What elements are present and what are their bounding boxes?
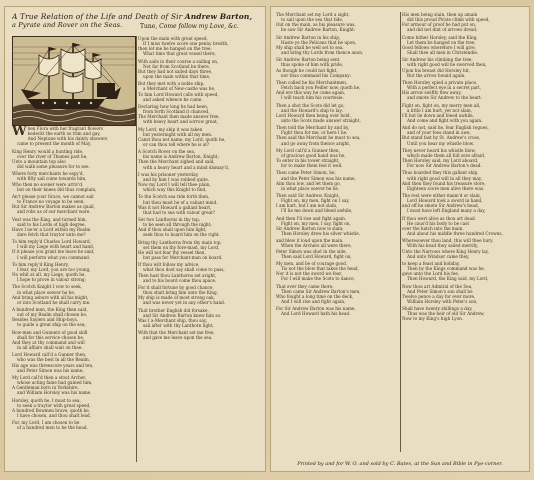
verse-line: which made them all full sore afraid, [407,152,486,158]
verse-line: to keep a feast and holiday. [402,260,460,266]
verse-line: Shall have twenty shillings a day, [402,306,473,312]
verse-line: and to his board come thou apace. [143,277,217,283]
verse-line: What time that great vessel there, [143,51,216,57]
verse-line: to be seen all through the night; [143,222,212,228]
verse-line: Then Horsley spied a private place, [402,79,478,85]
verse-line: with right good will in all they may, [407,175,483,181]
verse-line: and of your foes stand in awe, [407,130,471,136]
verse-line: over the river of Thames past he, [17,153,88,159]
verse-line: For, my Lord, I am chosen to be [12,420,80,426]
verse-line: Sir Andrew Barton in his ship, [276,34,341,40]
verse-line: To him reply'd King Henry, [12,261,69,267]
verse-line: With his head they sailed merrily, [407,243,479,249]
verse-line: sail after with thy Lanthorn light, [143,322,214,328]
verse-line: Was it not Howard a gallant heart, [138,204,212,210]
verse-line: gave unto the Lord his fee, [402,271,460,277]
verse-line: Good fellows wherefore I will give, [402,44,476,50]
verse-line: As though he could not fight, [276,67,338,73]
verse-line: with heavy heart and sorrow great, [143,119,219,125]
verse-line: And Lord Howard hath his head. [281,311,351,317]
verse-line: nor thus command his Company: [281,72,351,78]
ballad-header [12,12,262,30]
left-column-a [12,126,136,464]
verse-line: I was his prisoner yesterday, [138,171,199,177]
verse-line: Then the Merchant sighed and said, [138,159,215,165]
verse-line: and go away from thence aright, [281,140,351,146]
verse-line: and did not dint of arrows dread. [407,27,478,33]
verse-line: Thus was the heir of old Sir Andrew, [407,311,485,317]
verse-line: Then Howard, the King said, my Lord, [407,276,489,282]
verse-line: Twelve pence a day for ever more, [402,293,476,299]
verse-line: Then a shot the Scots did let go, [276,102,345,108]
verse-line: William Horsley with Peter's son, [407,298,478,304]
column-rule-right [400,12,401,452]
title-name: Andrew Barton, [184,12,253,21]
verse-line: Then said the Merchant he must to sea, [276,135,361,141]
verse-line: But they met with a noble ship, [138,81,205,87]
verse-line: and smote Sir Andrew to the heart. [407,95,483,101]
verse-line: I will perform what you command. [17,254,91,260]
right-panel [270,6,530,472]
verse-line-rest: hen Flora with her fragrant flowers [27,126,104,131]
verse-line: Eighteen score men alive there was. [407,185,485,191]
verse-line: and the Peter Simon was his name, [281,175,356,181]
verse-line: And Peter Simon's son shall be [407,288,473,294]
verse-line: which way this Knight to find, [143,187,207,193]
verse-line: But Sir Andrew Barton makes us quail, [12,204,95,210]
verse-line: he saw Sir Andrew Barton, Knight: [281,27,356,33]
verse-line: that had to sea with valour great? [143,209,216,215]
verse-line: If thou wilt follow my advice, [138,262,200,268]
verse-line: Fetch back yon Pedler now, quoth he, [281,85,361,91]
verse-line: A Scotch Rover on the sea, [138,149,196,155]
verse-line: For armour of proof he had put on, [402,22,477,28]
verse-line: Lord Howard took a sword in hand, [407,198,483,204]
verse-line: Thus boarded they this gallant ship, [402,170,479,176]
verse-line: I will my Liege with heart and hand, [17,244,95,250]
verse-line: I must have left England many a day, [407,208,486,214]
verse-line: said to his Lords of high degree, [17,221,86,227]
verse-line: King Henry would a hunting ride, [12,148,84,154]
verse-line: Shall thee all men in Christendie. [407,50,479,56]
verse-line: seek thou to board him on the right. [143,232,220,238]
verse-line: Then by the Kings command was he, [407,266,485,272]
verse-line: I'll but lie down and bleed awhile, [402,112,474,118]
verse-line: upon the main within that time, [143,74,211,80]
verse-line: Wheresoever thou land, this will thee bury. [402,238,494,244]
verse-line: Declaring how long he had been, [138,103,209,109]
verse-line: whose acting fame had gained him, [17,380,93,386]
verse-line: A hundred Bowmen brave, quoth he, [12,407,91,413]
verse-line: Where forty merchants he espy'd, [12,171,84,177]
verse-line: came to present the month of May, [17,141,92,147]
verse-line: And then they found his treasure store, [402,180,486,186]
verse-line: and Peter Simon was his name; [17,367,84,373]
verse-line: He caus'd his body to be cast [407,220,470,226]
verse-line: My ship shall be well set to sea, [276,44,344,50]
verse-line: With that the Merchant set me free, [138,330,215,336]
verse-line: dare fetch that traytor unto me? [17,231,86,237]
verse-line: but yesternight with all my men. [143,131,213,137]
verse-line: Upon the main with great speed, [138,36,208,41]
verse-line: But stand fast by St. Andrew's cross, [402,135,481,141]
verse-line: Who fought a long time on the deck, [276,293,354,299]
verse-line: An't please your Grace, we cannot sail [12,193,94,199]
verse-line: from forth Scotland it chanced, [143,109,210,115]
verse-line: with a heavy heart and a mind dismay'd, [143,164,230,170]
verse-line: That brother English did forsake, [138,307,209,313]
ballad-subtitle: a Pyrate and Rover on the Seas. [12,21,123,29]
verse-line: thus spoke of him with pride, [281,62,344,68]
drop-cap: W [12,126,27,139]
verse-line: Bring thy Lanthorns from thy main top, [138,239,222,245]
verse-line: Peter Simon was shot in the side, [276,248,347,254]
verse-line: in what place soever he lie. [281,185,340,191]
verse-line: A hundred men, the King then said, [12,307,88,312]
verse-line: That ever they came there. [276,283,334,289]
verse-line: and robs us of our merchant ware. [17,209,91,215]
verse-line: No whit at all, my Liege, quoth he, [12,272,86,278]
verse-line: but pass for Merchant-man on board. [143,255,223,261]
verse-line: to seek a traytor with great speed, [17,402,91,408]
verse-line: did this proud Pirate climb with speed, [407,17,490,23]
verse-line: And bring ashore with all his might, [12,294,89,300]
verse-line: what thou dost say shall come to pass, [143,267,225,273]
verse-line: For I will make the Scots to dance, [281,276,355,282]
verse-line: to guide a great ship on the sea; [17,322,86,328]
verse-line: of gracious good hand was he, [281,152,346,158]
verse-line: And then I'll rise and fight again. [276,215,347,221]
verse-line: Sir Andrew Barton being sent [276,57,340,63]
verse-line: When the Archers all were there, [281,243,352,249]
verse-line: The Merchant set my Lord a sight, [276,12,350,17]
verse-line: Not far from Scotland be there, [143,63,211,69]
ballad-title [12,12,262,21]
verse-line: For Sir Andrew Barton was his name, [276,306,356,312]
verse-line: for to make them feel it well. [281,163,343,169]
verse-line: They never heard his whistle blow, [402,147,476,153]
verse-line: with right good will he swerved then, [407,62,487,68]
verse-line: Then called he his Merchantmen, [276,79,348,85]
verse-line: The rest were either maim'd or slain, [402,193,481,198]
verse-line: Now thou art Admiral of the Sea, [402,283,473,289]
verse-line: bedeckt the earth so trim and gay, [27,131,101,137]
verse-line: And come and fight with you again. [407,117,483,123]
verse-line: Fight thou for me, or here I lie. [281,130,348,136]
verse-line: Aim thou low, and let them go, [276,180,341,186]
verse-line: With sails in their course a sailing on, [138,58,219,64]
verse-line: But they had not sailed days three, [138,68,213,74]
verse-line: but on their knees did thus complain, [17,186,97,192]
column-rule-left [136,36,137,462]
verse-line: Then told the Merchant by and by, [276,125,350,131]
verse-line: I hope to prove in valour strong; [17,277,86,283]
verse-line: of a hundred men to be the head. [17,425,88,431]
tune-label: Tune, [140,23,160,30]
verse-line: or into Scotland he shall carry me. [17,299,91,305]
title-prefix: A True Relation of the Life and Death of Sir [12,12,185,21]
verse-line: Set two Lanthorns in thy top, [138,217,201,222]
ship-woodcut [12,36,136,126]
verse-line: to France no voyage to be seen, [17,199,85,205]
verse-line: Then came Sir Andrew Barton's men, [281,288,361,294]
ship-woodcut-illustration [13,37,135,125]
verse-line: If I miss twelve score one penny bredth, [143,41,229,47]
verse-line: thou shalt bring him unto the King, [143,290,218,296]
right-column-a [276,12,400,452]
verse-line: Bow-men and Gunners of good skill [12,329,88,335]
verse-line: and was never yet in any other's hand. [143,300,226,306]
verse-line: And do not, said he, fear English rogues, [402,125,489,131]
verse-line: Nor it is not the sword we fear, [276,271,343,277]
verse-line: I am hurt, but I am not slain, [276,203,338,209]
verse-line: and asked whence he came. [143,96,203,102]
verse-line: a Merchant of New-castle was he, [143,86,216,92]
verse-line: and William Horsley was his name. [17,390,92,396]
verse-line: The Scotch Knight I vow to seek, [12,284,82,290]
verse-line: For it shall fortune by good chance, [138,284,214,290]
verse-line: but thou must be of a valiant mind. [143,199,218,205]
verse-line: Let them be hanged on the tree, [407,39,476,45]
verse-line: and the Howard's ship to lay: [281,107,344,113]
verse-line: But the arrow bound again. [407,72,466,78]
verse-line: Until you hear my whistle blow. [407,140,475,146]
verse-line: To him reply'd Charles Lord Howard, [12,239,91,245]
verse-line: Unto a mountain top also [12,158,66,164]
tune-name: Come follow my Love, &c. [159,23,239,30]
verse-line: unto the Scots made answer straight, [281,117,361,123]
verse-line: A Gentleman born in Yorkshire, [12,385,79,391]
verse-line: His age was threescore years and ten, [12,362,94,368]
verse-line: Come hither Horsley, said the King, [402,34,478,40]
verse-line: and blew it loud upon the main. [276,238,344,244]
verse-line: out of my Realm shall chosen be, [17,312,88,318]
verse-line: Fight on, fight on, my merry men all, [402,102,481,108]
verse-line: And they at thy command and will [12,339,85,345]
verse-line: Upon his breast did Horsley hit, [402,67,471,73]
left-panel [4,6,266,472]
verse-line: Horsley, quoth he, I must to sea, [12,397,81,403]
verse-line: Haste ye the Pelicans that be upon, [281,39,357,45]
verse-line: Besides Saylers and Ship-boys, [12,317,78,323]
verse-line: My men, and be of courage good, [276,260,348,266]
verse-line: in all affairs shall wait on thee. [17,345,83,351]
verse-line: and by him I was robbed quite. [143,176,210,182]
verse-line: I will teach him his courtesie. [281,95,344,101]
right-column-b [402,12,526,452]
verse-line: For now Sir Andrew Barton's dead. [407,163,482,169]
tune-line [140,23,239,31]
verse-line: He will not fear thy vessel then, [138,249,206,255]
printer-imprint: Printed by and for W. O. and sold by C. Bates, at the Sun and Bible in Pye-corner. [297,461,503,467]
verse-line: set them on thy fore-mast, my Lord, [143,244,220,250]
verse-line: And Neptune with his dainty showers [27,136,108,142]
verse-line: My ship is made of most strong oak, [138,295,215,301]
left-column-b [138,36,262,464]
verse-line: His arrow swiftly flew away, [402,90,462,96]
verse-line: My Lord call'd then a stout Archer, [12,374,87,380]
verse-line: Then Horsley said, my Lord aboard, [402,158,479,164]
verse-line: Was I a-Merchant ship, thou say, [138,317,208,323]
verse-line: did walk some pleasure for to see. [17,164,90,170]
verse-line: To him Lord Howard calls with speed, [138,91,219,97]
verse-line: and off he smote Sir Andrew's head, [402,203,479,209]
verse-line: his name is Andrew Barton, Knight; [143,154,219,160]
verse-line: I fear, my Lord, you are too young, [17,266,91,272]
verse-line: shall for this service chosen be, [17,334,85,340]
verse-line: To the Scotch sea ride forth then, [138,194,210,200]
verse-line: to sail upon the sea that tide, [281,17,344,23]
verse-line: over the hatch into the main, [402,225,464,231]
verse-line: and bring thy Lords from thence anon. [281,50,364,56]
verse-line: Canst thou not name, my Lord, quoth he, [138,136,226,142]
verse-line: And about his middle three hundred Crowns, [407,231,503,237]
verse-line: My Lord, my ship it was taken [138,126,203,132]
verse-line: Have I ne'er a Lord within my Realm [12,226,91,232]
verse-line: a little I am hurt, yet not slain, [407,107,472,113]
verse-line: Then said Sir Andrew, Knight, [276,193,340,198]
verse-line: I'll lie me down and bleed awhile, [281,208,353,214]
verse-line: Tis not the blow that takes the head, [281,266,359,272]
verse-line: His men being slain, then up amain [402,12,478,17]
verse-line: and Sir Andrew Barton knew him so. [143,312,222,318]
verse-line: Sir Andrew Barton now is slain; [276,225,344,231]
verse-line: Then hast thou Lanthorns set aright, [138,272,217,278]
verse-line: Lord Howard call'd a Gunner then, [12,352,87,358]
verse-line: I have chosen, and thou shalt lead, [17,412,92,418]
verse-line: in what place soever he be, [17,289,76,295]
verse-line: Then came Peter Simon, he, [276,170,336,176]
verse-line: Unto the Narrows where King Henry lay, [402,248,489,254]
verse-line: With a perfect eye in a secret part, [407,85,482,91]
verse-line: Now my Lord I will tell thee plain, [138,182,211,188]
verse-line: Then said Lord Howard, fight on, [281,253,352,259]
verse-line: who was the best in all the Realm, [17,357,91,363]
verse-line: Vext was the King, and turned him, [12,216,87,222]
verse-line: Fight on, my men, I say, fight on, [281,220,351,226]
verse-line: Fight on, my men, fight on I say, [281,198,350,204]
verse-line: with fifty sail come towards him, [17,176,87,182]
verse-line: Then Horsley drew his silver whistle, [281,231,361,237]
verse-line: My Lord call'd a Gunner then, [276,147,340,153]
verse-line: And ere this way he come again, [276,90,346,96]
verse-line: Sir Andrew his climbing the tree, [402,57,473,63]
verse-line: The Merchant then made answer free, [138,114,220,120]
verse-line: Lord Howard then being over bold, [276,112,351,118]
verse-line: If it please you grant me leave he said, [12,249,95,255]
verse-line: Out on the main, as his pleasure was, [276,22,356,28]
verse-line: To enter in his tower straight, [276,158,340,164]
verse-line: Who then no sooner were arriv'd, [12,181,84,187]
verse-line: or can thou tell where he is at? [143,141,210,147]
verse-line: Now to my King's high Lyon. [402,316,464,322]
verse-line: And if thou shall upon him light, [138,227,207,233]
verse-line: If thou wert alive as thou art dead. [402,215,476,221]
verse-line: then let me be hanged on the tree. [138,46,212,52]
verse-line: and gave me leave upon the sea. [143,335,213,341]
verse-line: And I will rise and fight again, [281,298,346,304]
verse-line: And unto Windsor came they, [407,253,470,259]
